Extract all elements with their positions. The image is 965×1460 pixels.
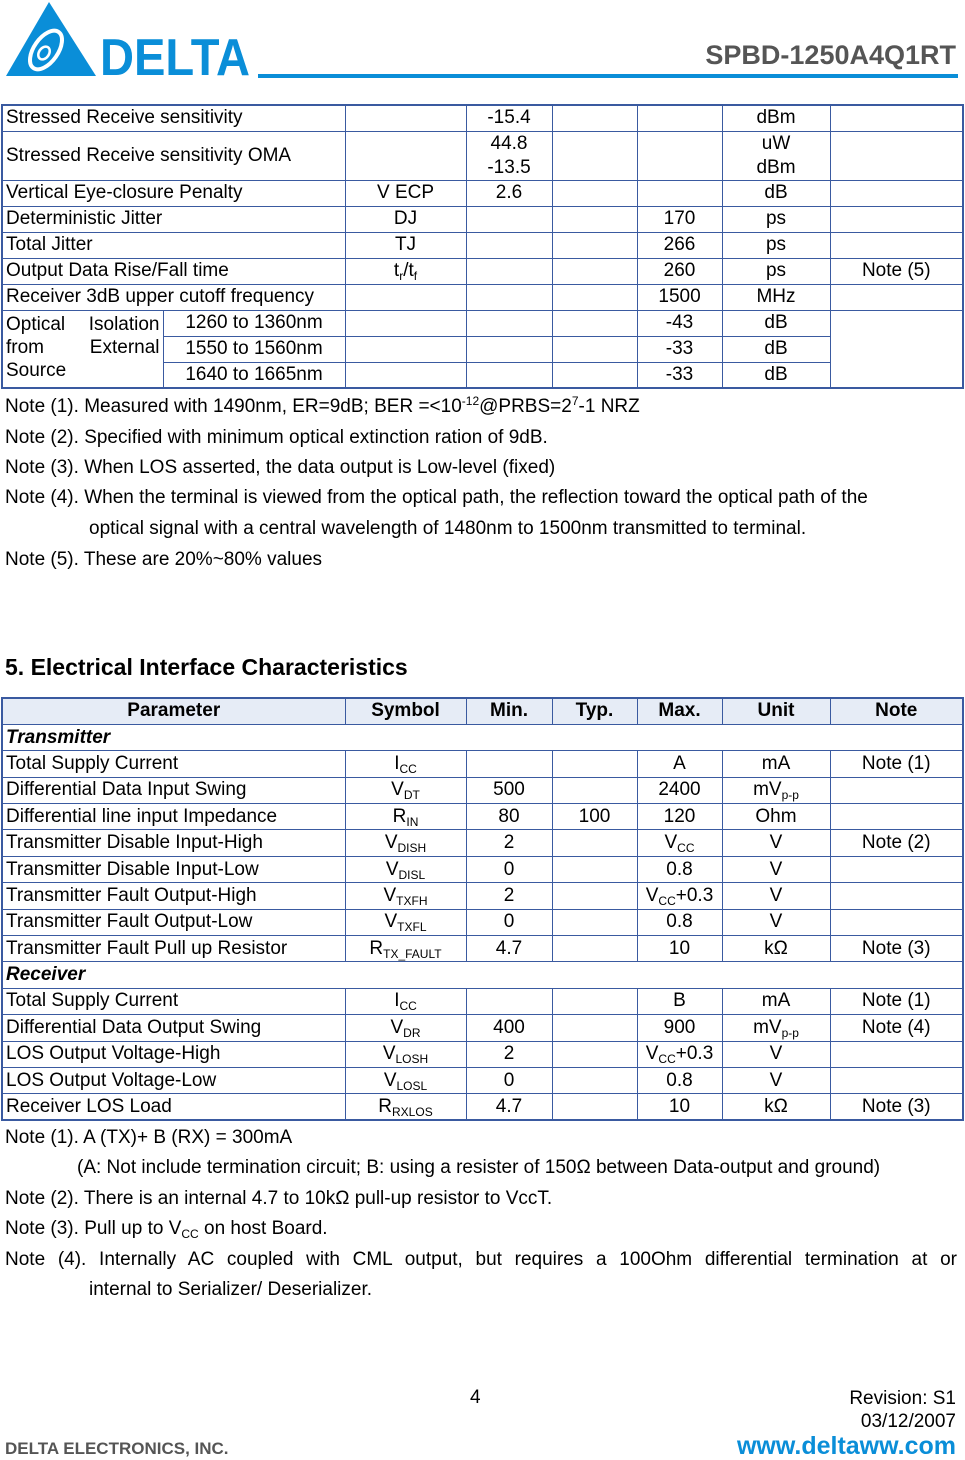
max-cell: -43 [637,310,722,336]
table-row [2,180,963,206]
typ-cell [552,909,637,935]
min-cell: 2 [466,830,552,856]
note-line [5,548,322,572]
parameter-cell: Transmitter Fault Output-High [2,883,345,909]
text-run: @PRBS=2 [479,396,572,417]
text-run: Note (2). Specified with minimum optical extinction ration of 9dB. [5,427,548,448]
text-run: R [392,805,407,827]
text-run: V [645,884,659,906]
subscript: r [399,269,404,283]
note-cell [830,232,963,258]
company-name: DELTA ELECTRONICS, INC. [5,1439,229,1458]
max-cell: -33 [637,362,722,388]
revision-date: 03/12/2007 [860,1411,956,1432]
note-line [5,1187,552,1211]
text-run: +0.3 [675,1043,714,1065]
min-cell: 0 [466,1067,552,1093]
table-row [2,258,963,284]
table-row [2,1067,963,1093]
text-run: Note (4). When the terminal is viewed from the optical path, the reflection toward the optical path of the [5,487,868,508]
subscript: TXFH [396,893,428,908]
table-row [2,909,963,935]
subscript: LOSL [396,1078,428,1093]
note-cell: Note (4) [830,1015,963,1041]
revision: Revision: S1 [849,1388,956,1409]
symbol-cell [345,909,466,935]
delta-logo [4,0,254,78]
parameter-cell: Transmitter Fault Output-Low [2,909,345,935]
symbol-cell [345,1094,466,1120]
min-cell [466,232,552,258]
text-run: V [645,1043,659,1065]
max-cell: 120 [637,804,722,830]
text-run: on host Board. [198,1218,328,1239]
symbol-cell [345,1015,466,1041]
text-run: optical signal with a central wavelength of 1480nm to 1500nm transmitted to terminal. [89,518,807,539]
symbol-cell [345,883,466,909]
page-number: 4 [470,1387,481,1408]
note-line [5,1248,957,1272]
model-number: SPBD-1250A4Q1RT [705,40,956,70]
max-cell: 0.8 [637,856,722,882]
parameter-cell: Receiver 3dB upper cutoff frequency [2,284,345,310]
revision-block [849,1387,956,1433]
unit-cell: uW dBm [722,131,830,180]
table-row [2,206,963,232]
typ-cell [552,362,637,388]
subscript: DISH [397,841,427,856]
parameter-cell: LOS Output Voltage-High [2,1041,345,1067]
parameter-cell: Total Supply Current [2,988,345,1014]
min-cell: 44.8 -13.5 [466,131,552,180]
min-cell [466,362,552,388]
section-label: Transmitter [2,724,963,750]
typ-cell [552,206,637,232]
text-run: Note (1). A (TX)+ B (RX) = 300mA [5,1127,293,1148]
subscript: DT [403,788,420,803]
text-run: -1 NRZ [578,396,640,417]
unit-cell: V [722,909,830,935]
text-run: V [382,1043,396,1065]
note-cell [830,909,963,935]
symbol-cell [345,777,466,803]
text-run: V [383,1069,397,1091]
table-row [2,131,963,180]
symbol-cell [345,336,466,362]
unit-cell: mA [722,988,830,1014]
note-line [5,1126,292,1150]
subscript: CC [677,841,695,856]
unit-cell: ps [722,232,830,258]
min-cell [466,336,552,362]
max-cell: A [637,751,722,777]
unit-cell: dB [722,310,830,336]
note-line [5,395,640,419]
subscript: CC [181,1227,199,1241]
parameter-cell: Differential Data Input Swing [2,777,345,803]
unit-cell: MHz [722,284,830,310]
note-cell: Note (3) [830,1094,963,1120]
column-header-typ: Typ. [552,698,637,724]
column-header-symbol: Symbol [345,698,466,724]
unit-cell: Ohm [722,804,830,830]
header-row [2,698,963,724]
unit-cell: V [722,1067,830,1093]
parameter-cell: Transmitter Fault Pull up Resistor [2,936,345,962]
table-row [2,830,963,856]
symbol-cell [345,988,466,1014]
text-run: V [384,832,398,854]
unit-cell: dB [722,336,830,362]
max-cell: 10 [637,1094,722,1120]
note-line [5,486,868,510]
text-run: R [378,1095,393,1117]
symbol-cell [345,751,466,777]
max-cell [637,883,722,909]
subscript: CC [658,893,676,908]
symbol-cell: DJ [345,206,466,232]
column-header-max: Max. [637,698,722,724]
text-run: Note (4). Internally AC coupled with CML output, but requires a 100Ohm differential termination at or [5,1249,957,1270]
column-header-parameter: Parameter [2,698,345,724]
subscript: LOSH [395,1052,429,1067]
max-cell [637,1041,722,1067]
table-row [2,777,963,803]
unit-cell [722,1015,830,1041]
unit-cell: kΩ [722,936,830,962]
symbol-cell [345,105,466,131]
range-cell: 1640 to 1665nm [163,362,345,388]
max-cell: 900 [637,1015,722,1041]
unit-cell: V [722,856,830,882]
parameter-cell: Output Data Rise/Fall time [2,258,345,284]
min-cell: 2 [466,1041,552,1067]
typ-cell [552,1015,637,1041]
column-header-unit: Unit [722,698,830,724]
typ-cell [552,310,637,336]
website-link[interactable]: www.deltaww.com [736,1432,956,1460]
typ-cell [552,1067,637,1093]
text-run: Note (3). When LOS asserted, the data output is Low-level (fixed) [5,457,556,478]
typ-cell [552,830,637,856]
table-row [2,856,963,882]
section-row [2,962,963,988]
subscript: p-p [781,1025,799,1040]
max-cell: 170 [637,206,722,232]
max-cell: B [637,988,722,1014]
max-cell [637,830,722,856]
parameter-cell: Total Supply Current [2,751,345,777]
table-row [2,804,963,830]
note-cell: Note (3) [830,936,963,962]
typ-cell [552,777,637,803]
unit-cell: V [722,830,830,856]
text-run: /t [403,260,414,281]
text-run: mV [753,1016,782,1038]
note-cell [830,310,963,388]
symbol-cell [345,258,466,284]
subscript: CC [399,761,417,776]
text-run: I [394,752,400,774]
note-cell [830,777,963,803]
subscript: IN [406,814,419,829]
section-label: Receiver [2,962,963,988]
symbol-cell [345,1041,466,1067]
table-row [2,1094,963,1120]
table-row [2,1015,963,1041]
typ-cell [552,258,637,284]
superscript: -12 [461,394,480,408]
typ-cell [552,336,637,362]
typ-cell [552,988,637,1014]
electrical-characteristics-table [1,697,964,1121]
typ-cell [552,180,637,206]
symbol-cell: V ECP [345,180,466,206]
note-cell [830,856,963,882]
parameter-cell: Deterministic Jitter [2,206,345,232]
text-run: Note (3). Pull up to V [5,1218,182,1239]
parameter-cell: Transmitter Disable Input-Low [2,856,345,882]
max-cell [637,180,722,206]
range-cell: 1550 to 1560nm [163,336,345,362]
typ-cell [552,131,637,180]
text-run: Note (2). There is an internal 4.7 to 10kΩ pull-up resistor to VccT. [5,1188,553,1209]
table-row [2,105,963,131]
subscript: DISL [398,867,426,882]
max-cell: 0.8 [637,1067,722,1093]
table-row [2,883,963,909]
note-cell: Note (2) [830,830,963,856]
subscript: CC [658,1052,676,1067]
note-cell [830,1067,963,1093]
unit-cell: kΩ [722,1094,830,1120]
min-cell: 2.6 [466,180,552,206]
table-row [2,284,963,310]
subscript: p-p [781,788,799,803]
subscript: RXLOS [392,1104,433,1119]
text-run: V [384,911,398,933]
max-cell [637,105,722,131]
symbol-cell [345,284,466,310]
note-line [77,1156,880,1180]
note-cell [830,284,963,310]
header-rule [258,74,958,78]
note-cell: Note (5) [830,258,963,284]
min-cell: 4.7 [466,936,552,962]
min-cell [466,988,552,1014]
note-cell [830,1041,963,1067]
unit-cell: dB [722,180,830,206]
min-cell [466,206,552,232]
text-run: V [383,884,397,906]
optical-characteristics-table [1,104,964,389]
note-line [5,1217,328,1241]
note-cell [830,804,963,830]
parameter-cell: Stressed Receive sensitivity [2,105,345,131]
max-cell [637,131,722,180]
min-cell: 0 [466,856,552,882]
parameter-cell: Total Jitter [2,232,345,258]
text-run: V [390,1016,404,1038]
typ-cell [552,883,637,909]
note-cell [830,883,963,909]
typ-cell: 100 [552,804,637,830]
typ-cell [552,1094,637,1120]
symbol-cell [345,830,466,856]
min-cell: 4.7 [466,1094,552,1120]
svg-text:DELTA: DELTA [100,29,250,78]
max-cell: 10 [637,936,722,962]
text-run: t [393,260,400,281]
note-cell: Note (1) [830,751,963,777]
parameter-cell: Transmitter Disable Input-High [2,830,345,856]
typ-cell [552,936,637,962]
text-run: R [369,937,384,959]
max-cell: 260 [637,258,722,284]
max-cell: -33 [637,336,722,362]
text-run: mV [753,779,782,801]
table-row [2,310,963,336]
min-cell [466,284,552,310]
parameter-cell: Vertical Eye-closure Penalty [2,180,345,206]
subscript: DR [403,1025,421,1040]
min-cell [466,258,552,284]
unit-cell: dBm [722,105,830,131]
min-cell [466,751,552,777]
unit-cell: ps [722,258,830,284]
subscript: TX_FAULT [383,946,442,961]
unit-cell [722,777,830,803]
symbol-cell [345,362,466,388]
note-line [5,426,548,450]
typ-cell [552,105,637,131]
typ-cell [552,856,637,882]
symbol-cell [345,1067,466,1093]
table-row [2,988,963,1014]
max-cell: 1500 [637,284,722,310]
text-run: V [385,858,399,880]
text-run: I [394,990,400,1012]
text-run: Note (1). Measured with 1490nm, ER=9dB; BER =<10 [5,396,462,417]
text-run: +0.3 [675,884,714,906]
parameter-cell: Stressed Receive sensitivity OMA [2,131,345,180]
unit-cell: dB [722,362,830,388]
min-cell: 400 [466,1015,552,1041]
text-run: Note (5). These are 20%~80% values [5,549,323,570]
subscript: CC [399,999,417,1014]
min-cell: 0 [466,909,552,935]
subscript: TXFL [397,920,427,935]
max-cell: 2400 [637,777,722,803]
range-cell: 1260 to 1360nm [163,310,345,336]
symbol-cell [345,804,466,830]
min-cell: 2 [466,883,552,909]
subscript: f [413,269,418,283]
table-row [2,751,963,777]
max-cell: 0.8 [637,909,722,935]
column-header-min: Min. [466,698,552,724]
typ-cell [552,1041,637,1067]
parameter-cell: Receiver LOS Load [2,1094,345,1120]
min-cell: 80 [466,804,552,830]
note-line [89,1278,372,1302]
typ-cell [552,232,637,258]
symbol-cell [345,856,466,882]
table-row [2,232,963,258]
unit-cell: ps [722,206,830,232]
text-run: V [391,779,404,801]
note-cell [830,180,963,206]
symbol-cell: TJ [345,232,466,258]
unit-cell: V [722,883,830,909]
superscript: 7 [571,394,579,408]
text-run: (A: Not include termination circuit; B: using a resister of 150Ω between Data-output and ground) [77,1157,881,1178]
section-row [2,724,963,750]
note-cell: Note (1) [830,988,963,1014]
symbol-cell [345,936,466,962]
min-cell: 500 [466,777,552,803]
parameter-cell: Differential Data Output Swing [2,1015,345,1041]
parameter-cell: Optical Isolation from External Source [2,310,163,388]
max-cell: 266 [637,232,722,258]
min-cell [466,310,552,336]
section-title: 5. Electrical Interface Characteristics [5,654,408,680]
note-cell [830,105,963,131]
note-cell [830,131,963,180]
note-line [89,517,806,541]
typ-cell [552,751,637,777]
column-header-note: Note [830,698,963,724]
table-row [2,936,963,962]
parameter-cell: Differential line input Impedance [2,804,345,830]
typ-cell [552,284,637,310]
symbol-cell [345,131,466,180]
text-run: V [664,832,678,854]
min-cell: -15.4 [466,105,552,131]
unit-cell: mA [722,751,830,777]
note-line [5,456,555,480]
symbol-cell [345,310,466,336]
unit-cell: V [722,1041,830,1067]
note-cell [830,206,963,232]
parameter-cell: LOS Output Voltage-Low [2,1067,345,1093]
text-run: internal to Serializer/ Deserializer. [89,1279,373,1300]
table-row [2,1041,963,1067]
